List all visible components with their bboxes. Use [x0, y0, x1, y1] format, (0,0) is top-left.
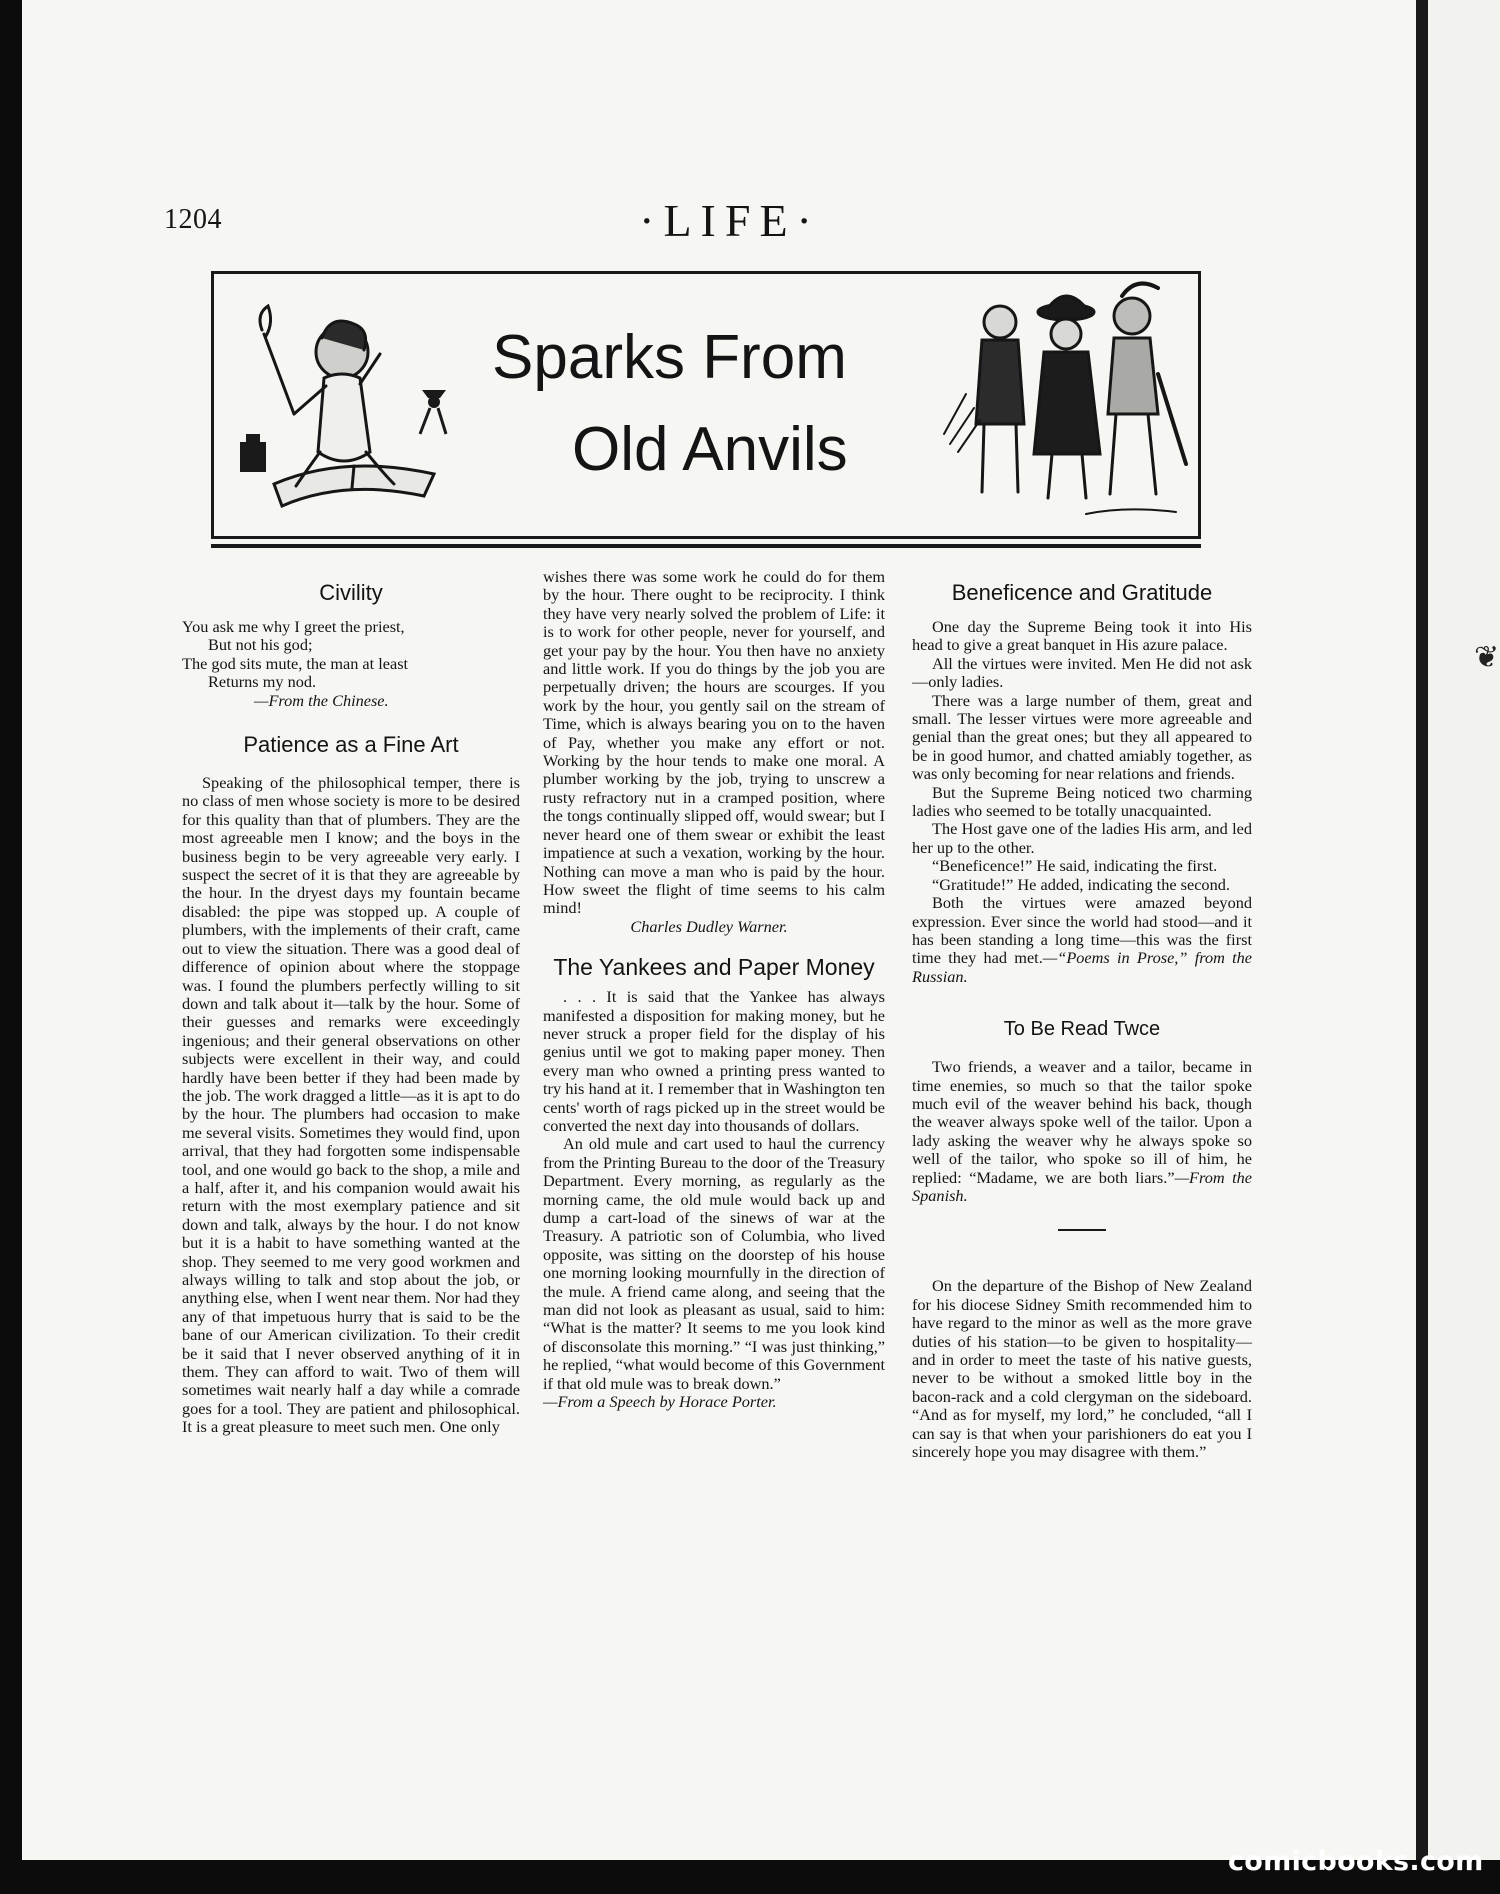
- civility-source: —From the Chinese.: [254, 690, 389, 710]
- civility-poem: [182, 618, 520, 710]
- twice-heading: To Be Read Twce: [1003, 1018, 1161, 1041]
- beneficence-paragraph: The Host gave one of the ladies His arm, and led her up to the other.: [912, 819, 1252, 857]
- beneficence-source: —“Poems in Prose,” from the Russian.: [912, 948, 1253, 986]
- section-divider: [1058, 1229, 1106, 1231]
- beneficence-paragraph: “Beneficence!” He said, indicating the first.: [932, 856, 1218, 876]
- beneficence-paragraph: “Gratitude!” He added, indicating the second.: [932, 874, 1230, 894]
- column-1: [182, 572, 520, 1437]
- yankees-heading: The Yankees and Paper Money: [553, 954, 875, 981]
- yankees-paragraph-1: . . . It is said that the Yankee has always manifested a disposition for making money, but he never struck a proper field for the display of his genius until we got to making paper money. Then every man who owned a printing press wanted to try his hand at it. I remember that in Washington ten cents' worth of rags picked up in the street would be converted the next day into thousands of dollars.: [543, 987, 885, 1135]
- poem-line: The god sits mute, the man at least: [182, 653, 409, 673]
- poem-line: Returns my nod.: [208, 672, 317, 692]
- twice-source: —From the Spanish.: [912, 1167, 1253, 1205]
- page-number: 1204: [164, 204, 222, 235]
- patience-author: Charles Dudley Warner.: [630, 916, 788, 936]
- beneficence-paragraph: [912, 894, 1252, 986]
- civility-heading: Civility: [319, 580, 383, 605]
- watermark: comicbooks.com: [1228, 1846, 1484, 1877]
- page-gutter: [1416, 0, 1428, 1860]
- banner-title-line-1: Sparks From: [492, 323, 847, 392]
- beneficence-paragraph: One day the Supreme Being took it into His head to give a great banquet in His azure palace.: [912, 617, 1252, 655]
- beneficence-paragraph: There was a large number of them, great and small. The lesser virtues were more agreeable and genial than the great ones; but they all appeared to be in good humor, and chatted amiably together, as was only becoming for near relations and friends.: [912, 690, 1252, 784]
- beneficence-heading: Beneficence and Gratitude: [951, 580, 1213, 605]
- cherub-reading-illustration: [234, 274, 464, 536]
- beneficence-paragraph: But the Supreme Being noticed two charming ladies who seemed to be totally unacquainted.: [912, 782, 1252, 821]
- poem-line: But not his god;: [208, 635, 313, 655]
- masthead-title: ·LIFE·: [639, 195, 821, 246]
- yankees-paragraph-2: An old mule and cart used to haul the currency from the Printing Bureau to the door of the Treasury Department. Every morning, as regularly as the morning came, the old mule would back up and dump a cart-load of the sinews of war at the Treasury. A patriotic son of Columbia, who lived opposite, was sitting on the doorstep of his house one morning looking mournfully in the direction of the mule. A friend came along, and seeing that the man did not look as pleasant as usual, said to him: “What is the matter? It seems to me you look kind of disconsolate this morning.” “I was just thinking,” he replied, “what would become of this Government if that old mule was to break down.”: [543, 1134, 885, 1393]
- patience-body: Speaking of the philosophical temper, there is no class of men whose society is more to be desired for this quality than that of plumbers. They are the most agreeable men I know; and the boys in the business begin to be very agreeable very early. I suspect the secret of it is that they are agreeable by the hour. In the dryest days my fountain became disabled: the pipe was stopped up. A couple of plumbers, with the implements of their craft, came out to view the situation. There was a good deal of difference of opinion about where the stoppage was. I found the plumbers perfectly willing to sit down and talk about it—talk by the hour. Some of their guesses and remarks were exceedingly ingenious; and their general observations on other subjects were excellent in their way, and could hardly have been better if they had been made by the job. The work dragged a little—as it is apt to do by the hour. The plumbers had occasion to make me several visits. Sometimes they would find, upon arrival, that they had forgotten some indispensable tool, and one would go back to the shop, a mile and a half, after it, and his companion would await his return with the most exemplary patience and sit down and talk, always by the hour. I do not know but it is a habit to have something wanted at the shop. They seemed to me very good workmen and always willing to talk and stop about the job, or anything else, when I went near them. Nor had they any of that impetuous hurry that is said to be the bane of our American civilization. To their credit be it said that I never observed anything of it in them. They can afford to wait. Two of them will sometimes wait nearly half a day while a comrade goes for a tool. They are patient and philosophical. It is a great pleasure to meet such men. One only: [182, 773, 520, 1437]
- title-banner: [211, 271, 1201, 539]
- historical-figures-illustration: [936, 274, 1198, 536]
- twice-text: Two friends, a weaver and a tailor, became in time enemies, so much so that the tailor spoke much evil of the weaver behind his back, though the weaver always spoke well of the tailor. Upon a lady asking the weaver why he always spoke so well of the tailor, who spoke so ill of him, he replied: “Madame, we are both liars.”: [912, 1057, 1252, 1187]
- column-2: [543, 568, 885, 1411]
- poem-line: You ask me why I greet the priest,: [182, 617, 405, 636]
- banner-title-line-2: Old Anvils: [572, 415, 848, 484]
- patience-continued: wishes there was some work he could do for them by the hour. There ought to be reciprocity. I think they have very nearly solved the problem of Life: it is to work for other people, never for yourself, and get your pay by the hour. You then have no anxiety and little work. If you do things by the job you are perpetually driven; the hours are scourges. If you work by the hour, you gently sail on the stream of Time, which is always bearing you on to the haven of Pay, whether you make any effort or not. Working by the hour tends to make one moral. A plumber working by the job, trying to unscrew a rusty refractory nut in a cramped position, where the tongs continually slipped off, would swear; but I never heard one of them swear or exhibit the least impatience at such a vexation, working by the hour. Nothing can move a man who is paid by the hour. How sweet the flight of time seems to his calm mind!: [543, 567, 885, 918]
- bishop-anecdote: On the departure of the Bishop of New Zealand for his diocese Sidney Smith recommended him to have regard to the minor as well as the more grave duties of his station—to be given to hospitality—and in order to meet the taste of his native guests, never to be without a smoked little boy in the bacon-rack and a cold clergyman on the sideboard. “And as for myself, my lord,” he concluded, “all I can say is that when your parishioners do eat you I sincerely hope you may disagree with them.”: [912, 1276, 1252, 1462]
- column-3: [912, 572, 1252, 1461]
- beneficence-last: Both the virtues were amazed beyond expression. Ever since the world had stood—and it has been standing a long time—this was the first time they had met.: [912, 893, 1252, 968]
- yankees-source: —From a Speech by Horace Porter.: [543, 1392, 777, 1412]
- twice-body: [912, 1058, 1252, 1205]
- adjacent-page-edge: [1428, 0, 1500, 1860]
- patience-heading: Patience as a Fine Art: [243, 732, 459, 758]
- ink-mark: ❦: [1474, 641, 1500, 674]
- beneficence-paragraph: All the virtues were invited. Men He did not ask—only ladies.: [912, 653, 1252, 692]
